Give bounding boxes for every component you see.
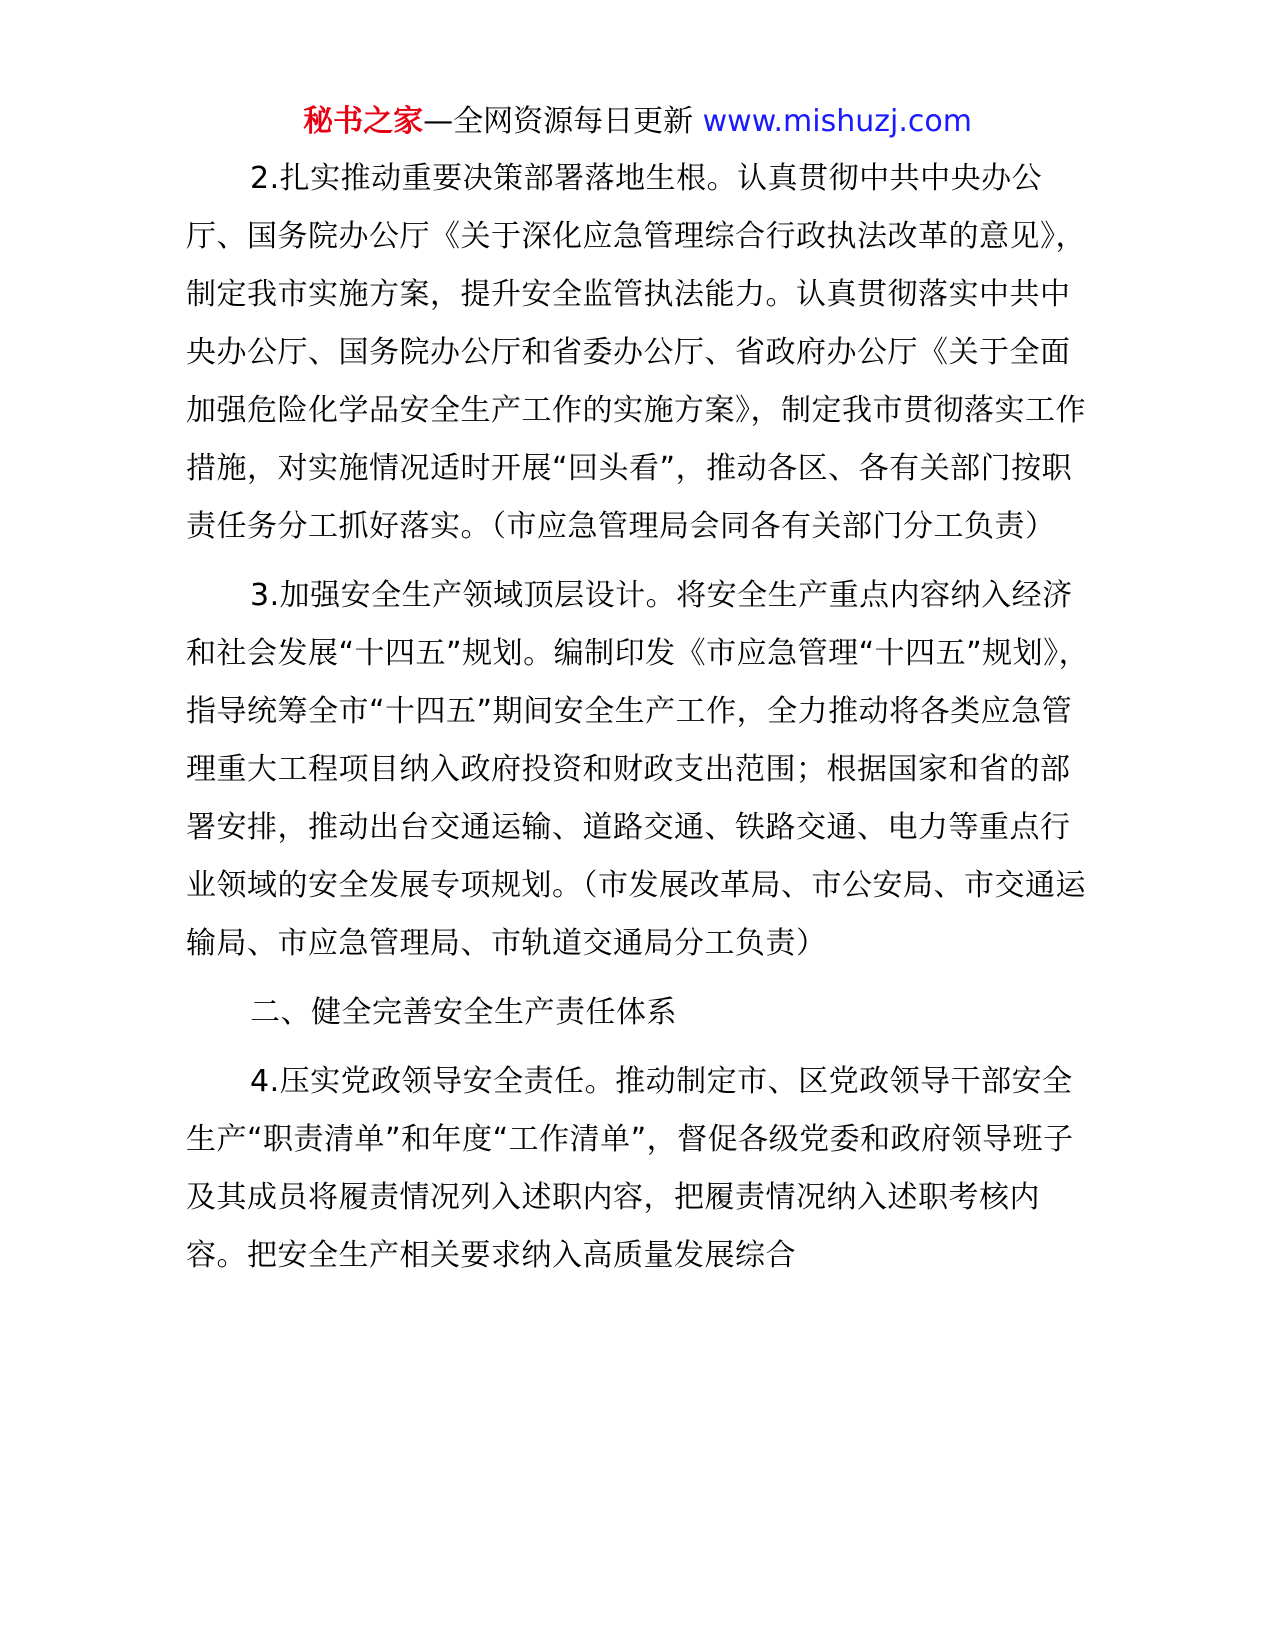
brand-name: 秘书之家 xyxy=(303,104,424,139)
header-tagline: —全网资源每日更新 xyxy=(423,104,703,139)
website-url[interactable]: www.mishuzj.com xyxy=(702,104,972,139)
paragraph-item-2: 2.扎实推动重要决策部署落地生根。认真贯彻中共中央办公厅、国务院办公厅《关于深化应急管理综合行政执法改革的意见》，制定我市实施方案，提升安全监管执法能力。认真贯彻落实中共中央办公厅、国务院办公厅和省委办公厅、省政府办公厅《关于全面加强危险化学品安全生产工作的实施方案》，制定我市贯彻落实工作措施，对实施情况适时开展“回头看”，推动各区、各有关部门按职责任务分工抓好落实。（市应急管理局会同各有关部门分工负责） xyxy=(186,161,1086,544)
document-body xyxy=(186,150,1091,1296)
page-header xyxy=(0,100,1275,144)
section-heading: 二、健全完善安全生产责任体系 xyxy=(250,995,677,1030)
paragraph-item-4: 4.压实党政领导安全责任。推动制定市、区党政领导干部安全生产“职责清单”和年度“工作清单”，督促各级党委和政府领导班子及其成员将履责情况列入述职内容，把履责情况纳入述职考核内容。把安全生产相关要求纳入高质量发展综合 xyxy=(186,1064,1074,1273)
paragraph-item-3: 3.加强安全生产领域顶层设计。将安全生产重点内容纳入经济和社会发展“十四五”规划。编制印发《市应急管理“十四五”规划》，指导统筹全市“十四五”期间安全生产工作，全力推动将各类应急管理重大工程项目纳入政府投资和财政支出范围；根据国家和省的部署安排，推动出台交通运输、道路交通、铁路交通、电力等重点行业领域的安全发展专项规划。（市发展改革局、市公安局、市交通运输局、市应急管理局、市轨道交通局分工负责） xyxy=(186,578,1090,961)
